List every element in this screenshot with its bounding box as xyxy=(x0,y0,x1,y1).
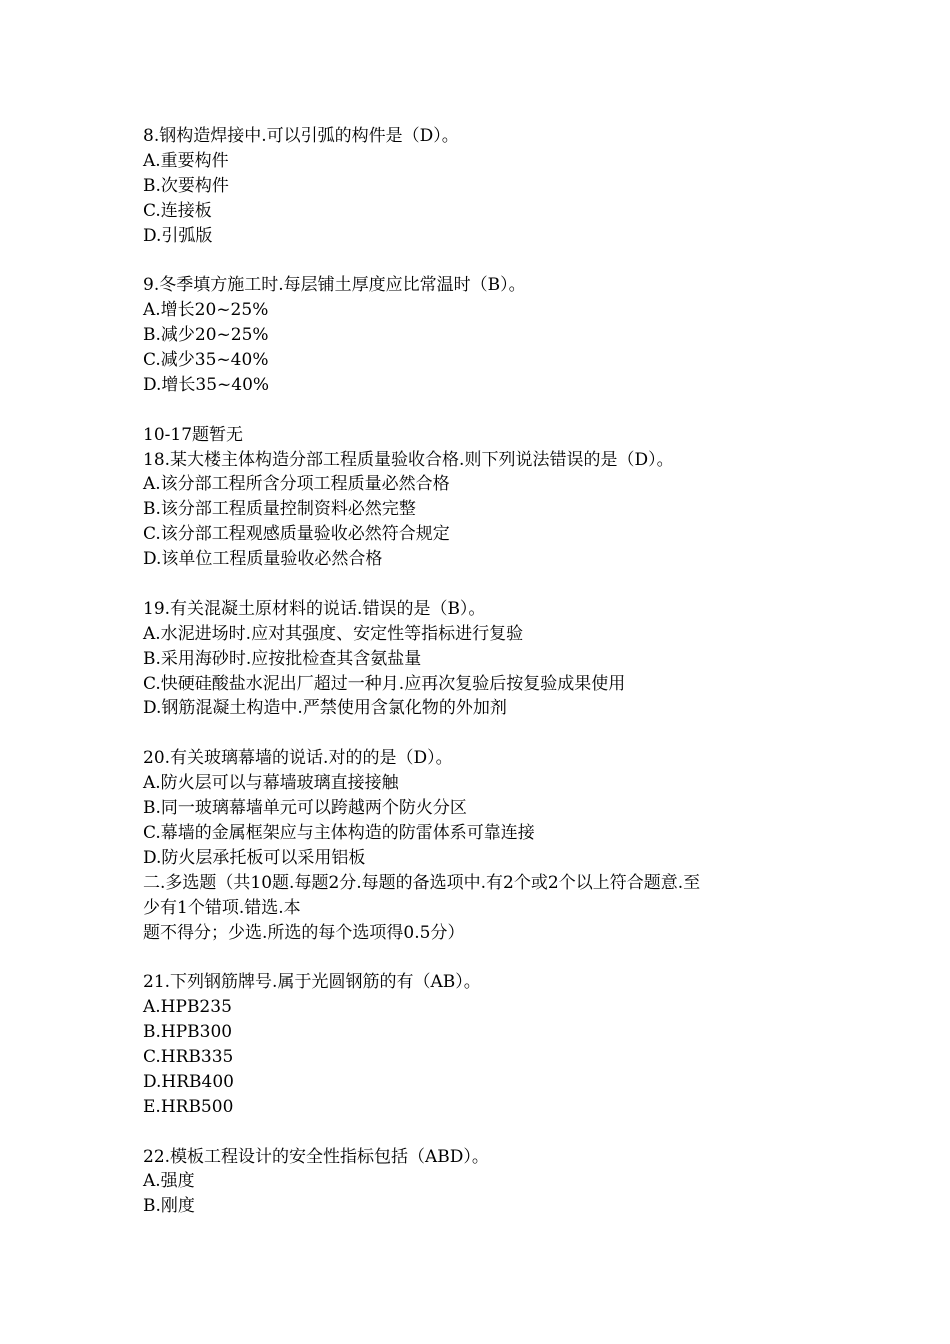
option-line: A.防火层可以与幕墙玻璃直接接触 xyxy=(143,773,399,794)
option-line: B.减少20~25% xyxy=(143,325,269,346)
option-line: B.采用海砂时.应按批检查其含氨盐量 xyxy=(143,648,422,669)
note-line: 10-17题暂无 xyxy=(143,424,244,445)
blank-line xyxy=(143,721,823,746)
blank-line xyxy=(143,398,823,423)
question-stem: 18.某大楼主体构造分部工程质量验收合格.则下列说法错误的是（D）。 xyxy=(143,449,674,470)
option-line: C.该分部工程观感质量验收必然符合规定 xyxy=(143,524,450,545)
option-line: E.HRB500 xyxy=(143,1096,234,1117)
option-line: D.引弧版 xyxy=(143,225,213,246)
option-line: A.增长20~25% xyxy=(143,300,269,321)
option-line: B.HPB300 xyxy=(143,1022,233,1043)
question-stem: 22.模板工程设计的安全性指标包括（ABD）。 xyxy=(143,1146,489,1167)
option-line: C.幕墙的金属框架应与主体构造的防雷体系可靠连接 xyxy=(143,822,535,843)
question-stem: 19.有关混凝土原材料的说话.错误的是（B）。 xyxy=(143,598,486,619)
option-line: A.水泥进场时.应对其强度、安定性等指标进行复验 xyxy=(143,623,524,644)
option-line: D.增长35~40% xyxy=(143,374,270,395)
option-line: C.快硬硅酸盐水泥出厂超过一种月.应再次复验后按复验成果使用 xyxy=(143,673,626,694)
option-line: C.连接板 xyxy=(143,200,212,221)
blank-line xyxy=(143,945,823,970)
option-line: D.HRB400 xyxy=(143,1071,234,1092)
section-heading: 题不得分；少选.所选的每个选项得0.5分） xyxy=(143,922,465,943)
option-line: B.该分部工程质量控制资料必然完整 xyxy=(143,499,416,520)
option-line: D.该单位工程质量验收必然合格 xyxy=(143,549,383,570)
question-stem: 21.下列钢筋牌号.属于光圆钢筋的有（AB）。 xyxy=(143,972,481,993)
option-line: B.刚度 xyxy=(143,1196,195,1217)
section-heading: 少有1个错项.错选.本 xyxy=(143,897,301,918)
option-line: D.防火层承托板可以采用铝板 xyxy=(143,847,366,868)
question-stem: 20.有关玻璃幕墙的说话.对的的是（D）。 xyxy=(143,748,453,769)
option-line: A.重要构件 xyxy=(143,150,229,171)
option-line: A.HPB235 xyxy=(143,997,232,1018)
question-stem: 8.钢构造焊接中.可以引弧的构件是（D）。 xyxy=(143,126,459,146)
blank-line xyxy=(143,1120,823,1145)
document-page xyxy=(143,124,823,1219)
blank-line xyxy=(143,248,823,273)
option-line: C.减少35~40% xyxy=(143,350,269,371)
question-stem: 9.冬季填方施工时.每层铺土厚度应比常温时（B）。 xyxy=(143,275,526,296)
option-line: A.该分部工程所含分项工程质量必然合格 xyxy=(143,474,450,495)
option-line: C.HRB335 xyxy=(143,1046,234,1067)
option-line: B.同一玻璃幕墙单元可以跨越两个防火分区 xyxy=(143,798,467,819)
section-heading: 二.多选题（共10题.每题2分.每题的备选项中.有2个或2个以上符合题意.至 xyxy=(143,872,701,893)
option-line: A.强度 xyxy=(143,1171,195,1192)
blank-line xyxy=(143,572,823,597)
option-line: B.次要构件 xyxy=(143,175,229,196)
option-line: D.钢筋混凝土构造中.严禁使用含氯化物的外加剂 xyxy=(143,698,507,719)
